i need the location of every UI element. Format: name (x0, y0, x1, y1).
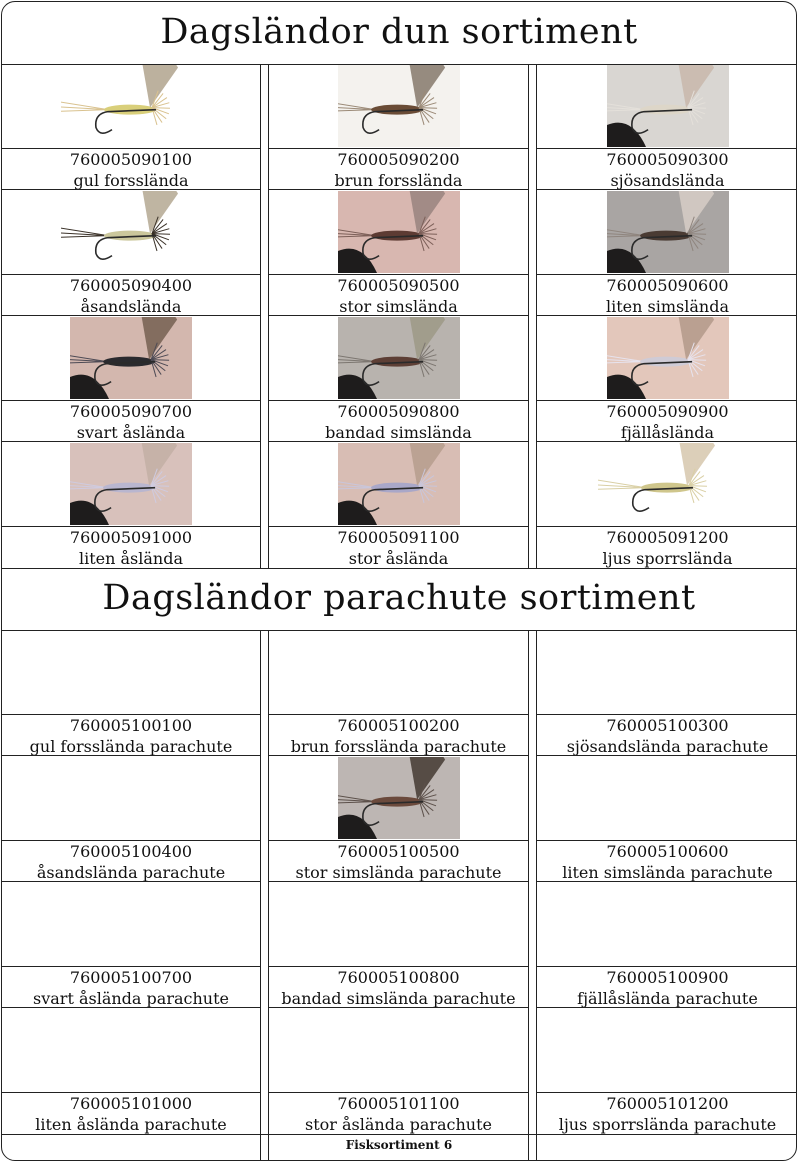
fly-item (2, 630, 260, 756)
fly-image-area (2, 442, 260, 526)
fly-image-area (2, 190, 260, 274)
fly-name: liten simslända parachute (562, 863, 773, 882)
fly-caption (2, 1093, 260, 1135)
fly-caption (537, 841, 797, 883)
fly-name: liten simslända (606, 297, 729, 316)
fly-item (2, 1008, 260, 1134)
catalog-page (1, 1, 797, 1161)
fly-image-area (2, 882, 260, 966)
product-code: 760005091100 (337, 528, 460, 547)
column-divider (536, 630, 537, 1161)
product-code: 760005101200 (606, 1094, 729, 1113)
fly-caption (537, 275, 797, 317)
section-title-dun: Dagsländor dun sortiment (160, 12, 638, 52)
column-divider (268, 64, 269, 568)
fly-image (70, 443, 192, 525)
fly-item (269, 756, 528, 882)
product-code: 760005090800 (337, 402, 460, 421)
fly-image-area (537, 630, 797, 714)
product-code: 760005090400 (69, 276, 193, 295)
column-divider (268, 630, 269, 1161)
divider (2, 568, 796, 569)
fly-item (269, 882, 528, 1008)
fly-name: åsandslända (80, 297, 182, 316)
fly-image-area (537, 64, 797, 148)
fly-caption (269, 527, 528, 569)
column-divider (260, 630, 261, 1161)
fly-image-area (269, 882, 528, 966)
fly-image-area (2, 1008, 260, 1092)
fly-name: bandad simslända (325, 423, 472, 442)
fly-image-area (2, 64, 260, 148)
fly-item (537, 190, 797, 316)
fly-image-area (537, 442, 797, 526)
product-code: 760005100400 (69, 842, 193, 861)
fly-name: liten åslända parachute (35, 1115, 227, 1134)
product-code: 760005090700 (69, 402, 193, 421)
fly-name: brun forsslända parachute (290, 737, 507, 756)
fly-image (598, 443, 738, 525)
fly-caption (2, 715, 260, 757)
fly-item (537, 882, 797, 1008)
fly-image-area (2, 316, 260, 400)
fly-image-area (537, 190, 797, 274)
fly-item (537, 64, 797, 190)
fly-item (2, 190, 260, 316)
fly-name: gul forsslända parachute (29, 737, 233, 756)
fly-caption (2, 841, 260, 883)
fly-caption (269, 275, 528, 317)
column-divider (260, 64, 261, 568)
fly-name: ljus sporrslända (602, 549, 733, 568)
fly-image (607, 65, 729, 147)
fly-item (269, 442, 528, 568)
product-code: 760005090500 (337, 276, 460, 295)
fly-caption (269, 967, 528, 1009)
fly-name: stor simslända parachute (295, 863, 502, 882)
fly-caption (269, 1093, 528, 1135)
fly-name: stor åslända (348, 549, 449, 568)
page-footer: Fisksortiment 6 (345, 1138, 453, 1152)
product-code: 760005090200 (337, 150, 460, 169)
fly-image (61, 191, 201, 273)
fly-name: brun forsslända (334, 171, 463, 190)
fly-item (537, 316, 797, 442)
product-code: 760005100500 (337, 842, 460, 861)
fly-item (537, 630, 797, 756)
fly-image (338, 317, 460, 399)
fly-name: stor simslända (339, 297, 458, 316)
product-code: 760005101000 (69, 1094, 193, 1113)
fly-image-area (269, 756, 528, 840)
section-title-parachute: Dagsländor parachute sortiment (102, 578, 696, 618)
column-divider (528, 630, 529, 1161)
fly-item (2, 316, 260, 442)
fly-name: fjällåslända parachute (577, 989, 758, 1008)
fly-caption (537, 527, 797, 569)
fly-image-area (537, 316, 797, 400)
product-code: 760005100800 (337, 968, 460, 987)
fly-name: bandad simslända parachute (281, 989, 516, 1008)
fly-image-area (537, 1008, 797, 1092)
fly-image (338, 65, 460, 147)
fly-caption (537, 149, 797, 191)
product-code: 760005100300 (606, 716, 729, 735)
product-code: 760005100700 (69, 968, 193, 987)
fly-item (2, 756, 260, 882)
fly-caption (537, 715, 797, 757)
fly-item (2, 64, 260, 190)
fly-name: sjösandslända (610, 171, 725, 190)
product-code: 760005100900 (606, 968, 729, 987)
fly-caption (537, 1093, 797, 1135)
product-code: 760005100100 (69, 716, 193, 735)
fly-item (269, 316, 528, 442)
fly-caption (537, 401, 797, 443)
fly-item (2, 442, 260, 568)
product-code: 760005090300 (606, 150, 729, 169)
fly-caption (2, 275, 260, 317)
fly-caption (269, 715, 528, 757)
fly-name: svart åslända parachute (33, 989, 229, 1008)
fly-name: fjällåslända (620, 423, 715, 442)
fly-image (338, 443, 460, 525)
fly-image (607, 191, 729, 273)
fly-caption (537, 967, 797, 1009)
fly-item (537, 756, 797, 882)
fly-image (61, 65, 201, 147)
fly-name: liten åslända (78, 549, 183, 568)
fly-image-area (269, 442, 528, 526)
fly-caption (2, 149, 260, 191)
fly-caption (269, 401, 528, 443)
fly-image-area (2, 630, 260, 714)
fly-image-area (269, 1008, 528, 1092)
fly-caption (269, 841, 528, 883)
fly-image-area (537, 756, 797, 840)
product-code: 760005101100 (337, 1094, 460, 1113)
fly-item (537, 442, 797, 568)
fly-item (269, 64, 528, 190)
column-divider (536, 64, 537, 568)
product-code: 760005090900 (606, 402, 729, 421)
fly-image (70, 317, 192, 399)
fly-name: ljus sporrslända parachute (558, 1115, 777, 1134)
fly-image-area (269, 630, 528, 714)
fly-image-area (2, 756, 260, 840)
product-code: 760005090100 (69, 150, 193, 169)
fly-image (338, 757, 460, 839)
fly-name: stor åslända parachute (304, 1115, 493, 1134)
product-code: 760005090600 (606, 276, 729, 295)
product-code: 760005100600 (606, 842, 729, 861)
divider (2, 1134, 796, 1135)
fly-item (537, 1008, 797, 1134)
fly-item (269, 630, 528, 756)
fly-item (269, 190, 528, 316)
fly-image-area (269, 316, 528, 400)
fly-item (269, 1008, 528, 1134)
fly-caption (269, 149, 528, 191)
column-divider (528, 64, 529, 568)
fly-caption (2, 401, 260, 443)
fly-image-area (269, 64, 528, 148)
fly-item (2, 882, 260, 1008)
fly-caption (2, 527, 260, 569)
product-code: 760005091000 (69, 528, 193, 547)
fly-name: åsandslända parachute (36, 863, 226, 882)
product-code: 760005100200 (337, 716, 460, 735)
product-code: 760005091200 (606, 528, 729, 547)
fly-name: svart åslända (76, 423, 186, 442)
fly-image-area (537, 882, 797, 966)
fly-name: gul forsslända (73, 171, 189, 190)
fly-image-area (269, 190, 528, 274)
fly-name: sjösandslända parachute (566, 737, 769, 756)
fly-image (338, 191, 460, 273)
fly-caption (2, 967, 260, 1009)
fly-image (607, 317, 729, 399)
